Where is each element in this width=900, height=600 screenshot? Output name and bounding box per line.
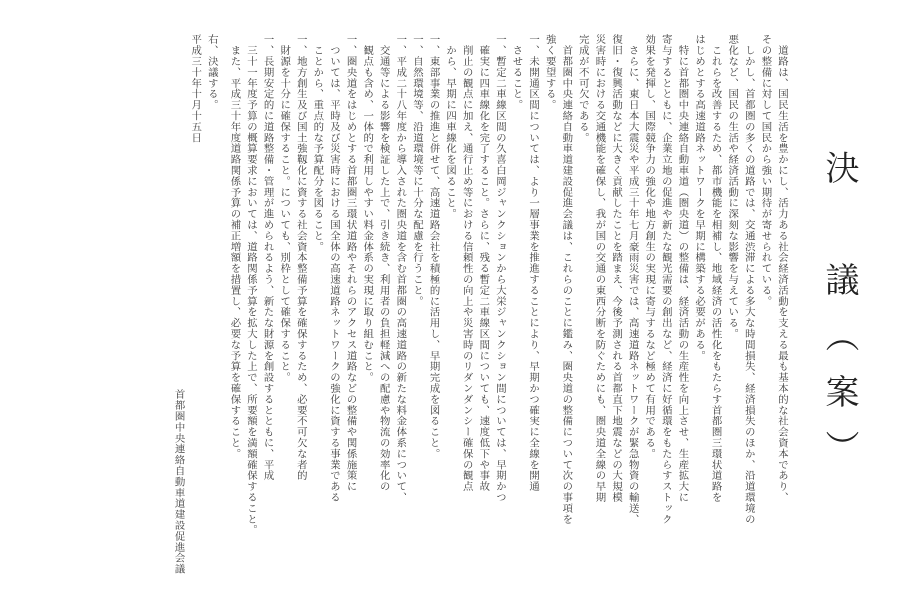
resolution-line: 一、未開通区間については、より一層事業を推進することにより、早期かつ確実に全線を開通 [527, 34, 540, 492]
resolution-item [276, 34, 309, 574]
resolution-line: 一、東部事業の推進と併せて、高速道路会社を積極的に活用し、早期完成を図ること。 [427, 34, 440, 460]
document-title: 決 議（案） [819, 150, 859, 486]
signer-organization: 首都圏中央連絡自動車道建設促進会議 [172, 388, 185, 574]
intro-line: しかし、首都圏の多くの道路では、交通渋滞による多大な時間損失、経済損失のほか、沿道環境の [742, 34, 755, 525]
resolution-line: 一、平成二十八年度から導入された圏央道を含む首都圏の高速道路の新たな料金体系について、 [394, 34, 407, 503]
resolution-item [442, 34, 508, 574]
resolution-line: 一、自然環境等、沿道環境等に十分な配慮を行うこと。 [410, 34, 423, 307]
resolution-line: 一、地方創生及び国土強靱化に資する社会資本整備予算を確保するため、必要不可欠な者的 [294, 34, 307, 481]
intro-line: 効果を発揮し、国際競争力の強化や地方創生の実現に寄与するなど極めて有用である。 [643, 34, 656, 460]
resolution-line: 交通等による影響を検証した上で、引き続き、利用者の負担軽減への配慮や物流の効率化の [377, 34, 390, 492]
intro-line: 災害時における交通機能を確保し、我が国の交通の東西分断を防ぐためにも、圏央道全線の早期 [593, 34, 606, 503]
resolutions-section [226, 34, 541, 574]
resolution-line: から、早期に四車線化を図ること。 [444, 34, 457, 220]
resolution-item [309, 34, 359, 574]
intro-line: 首都圏中央連絡自動車道建設促進会議は、これらのことに鑑み、圏央道の整備について次の事項を [560, 34, 573, 525]
intro-line: 道路は、国民生活を豊かにし、活力ある社会経済活動を支える最も基本的な社会資本であり、 [776, 34, 788, 503]
resolution-line: 一、長期安定的に道路整備・管理が進められるよう、新たな財源を創設するとともに、平成 [261, 34, 274, 481]
resolution-item [359, 34, 409, 574]
intro-line: 特に首都圏中央連絡自動車道（圏央道）の整備は、経済活動の生産性を向上させ、生産拡大に [676, 34, 689, 503]
intro-section [541, 34, 790, 574]
document-body [170, 34, 790, 574]
resolution-line: また、平成三十年度道路関係予算の補正増額を措置し、必要な予算を確保すること。 [228, 34, 241, 460]
intro-line: その整備に対して国民から強い期待が寄せられている。 [759, 34, 772, 307]
resolution-item [226, 34, 276, 574]
resolution-line: 削止の観点に加え、通行止め等における信頼性の向上や災害時のリダンダンシー確保の観点 [460, 34, 473, 492]
resolution-line: 観点も含め、一体的で利用しやすい料金体系の実現に取り組むこと。 [361, 34, 374, 383]
resolution-line: 財源を十分に確保すること。についても、別枠として確保すること。 [278, 34, 291, 383]
resolution-date: 平成三十年十月十五日 [189, 34, 202, 143]
intro-line: 完成が不可欠である。 [576, 34, 589, 143]
intro-line: 強く要望する。 [543, 34, 556, 111]
intro-line: 寄与するとともに、企業立地の促進や新たな観光需要の創出など、経済に好循環をもたらすストック [659, 34, 672, 525]
resolution-line: ことから、重点的な予算配分を図ること。 [311, 34, 324, 252]
resolution-line: 一、暫定二車線区間の久喜白岡ジャンクションから大栄ジャンクション間については、早期かつ [493, 34, 506, 503]
intro-line: さらに、東日本大震災や平成三十年七月豪雨災害では、高速道路ネットワークが緊急物資の輸送、 [626, 34, 639, 525]
resolution-line: させること。 [510, 34, 523, 111]
resolution-line: 一、圏央道をはじめとする首都圏三環状道路やそれらのアクセス道路などの整備や関係施策に [344, 34, 357, 492]
intro-line: 悪化など、国民の生活や経済活動に深刻な影響を与えている。 [726, 34, 739, 340]
intro-line: 復旧・復興活動などに大きく貢献したことを踏まえ、今後予測される首都直下地震などの大規模 [610, 34, 623, 503]
resolution-line: 確実に四車線化を完了すること。さらに、残る暫定二車線区間についても、速度低下や事故 [477, 34, 490, 492]
intro-line: はじめとする高速道路ネットワークを早期に構築する必要がある。 [693, 34, 706, 361]
resolution-item [408, 34, 425, 574]
closing-statement: 右、決議する。 [205, 34, 218, 111]
resolution-line: ついては、平時及び災害時における国全体の高速道路ネットワークの強化に資する事業である [327, 34, 340, 503]
resolution-item [508, 34, 541, 574]
intro-line: これらを改善するため、都市機能を相補し、地域経済の活性化をもたらす首都圏三環状道路を [709, 34, 722, 503]
resolution-line: 三十一年度予算の概算要求においては、道路関係予算を拡大した上で、所要額を満額確保すること。 [245, 34, 257, 536]
resolution-item [425, 34, 442, 574]
